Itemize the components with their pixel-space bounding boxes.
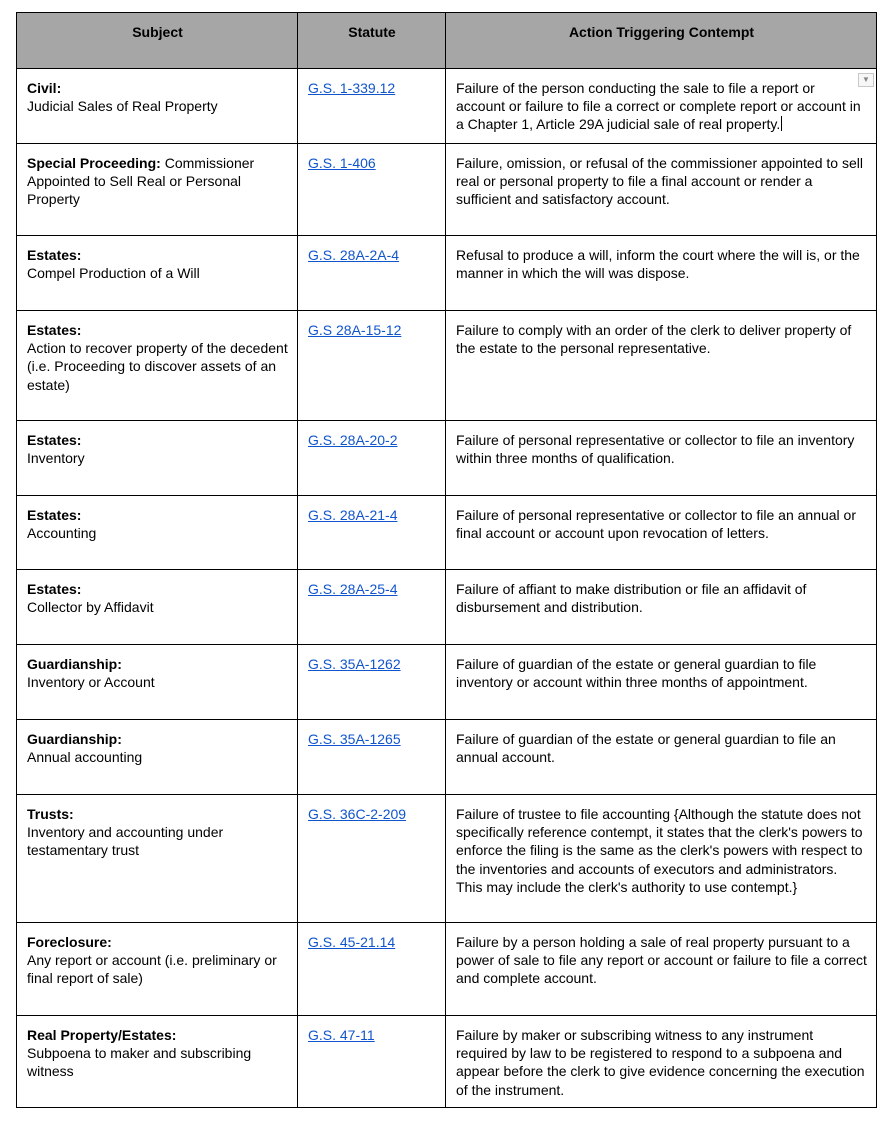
subject-cell[interactable] <box>17 795 298 923</box>
action-text: Failure by a person holding a sale of real property pursuant to a power of sale to file any report or account or failure to file a correct and complete account. <box>456 934 867 987</box>
subject-cell[interactable] <box>17 1016 298 1108</box>
subject-cell[interactable] <box>17 236 298 311</box>
subject-cell[interactable] <box>17 923 298 1016</box>
statute-link[interactable]: G.S. 36C-2-209 <box>308 806 407 822</box>
header-action: Action Triggering Contempt <box>446 13 877 69</box>
action-text: Failure of guardian of the estate or general guardian to file an annual account. <box>456 731 836 766</box>
header-row <box>17 13 877 69</box>
statute-link[interactable]: G.S. 45-21.14 <box>308 934 396 950</box>
chevron-down-icon[interactable]: ▼ <box>858 73 874 87</box>
action-text: Failure of affiant to make distribution or file an affidavit of disbursement and distribution. <box>456 581 807 616</box>
subject-cell[interactable] <box>17 645 298 720</box>
subject-heading: Guardianship: <box>27 731 122 747</box>
table-row <box>17 236 877 311</box>
subject-detail: Inventory <box>27 450 85 467</box>
statute-link[interactable]: G.S. 1-406 <box>308 155 376 171</box>
action-text: Refusal to produce a will, inform the court where the will is, or the manner in which the will was dispose. <box>456 247 860 282</box>
table-row <box>17 421 877 496</box>
statute-cell[interactable] <box>298 1016 446 1108</box>
subject-heading: Estates: <box>27 581 82 597</box>
table-row <box>17 923 877 1016</box>
subject-cell[interactable] <box>17 570 298 645</box>
subject-detail: Commissioner Appointed to Sell Real or Personal Property <box>27 155 255 208</box>
statute-link[interactable]: G.S 28A-15-12 <box>308 322 402 338</box>
action-cell[interactable] <box>446 421 877 496</box>
statute-link[interactable]: G.S. 1-339.12 <box>308 80 396 96</box>
statute-link[interactable]: G.S. 28A-2A-4 <box>308 247 400 263</box>
header-subject: Subject <box>17 13 298 69</box>
action-cell[interactable] <box>446 69 877 144</box>
table-row <box>17 1016 877 1108</box>
action-cell[interactable] <box>446 645 877 720</box>
action-text: Failure of guardian of the estate or general guardian to file inventory or account within three months of appointment. <box>456 656 817 691</box>
subject-detail: Collector by Affidavit <box>27 599 154 616</box>
statute-link[interactable]: G.S. 28A-25-4 <box>308 581 398 597</box>
statute-cell[interactable] <box>298 570 446 645</box>
header-statute: Statute <box>298 13 446 69</box>
subject-detail: Compel Production of a Will <box>27 265 200 282</box>
subject-heading: Real Property/Estates: <box>27 1027 177 1043</box>
table-row <box>17 144 877 236</box>
table-row <box>17 570 877 645</box>
table-row <box>17 496 877 570</box>
subject-cell[interactable] <box>17 144 298 236</box>
statute-link[interactable]: G.S. 35A-1262 <box>308 656 401 672</box>
action-cell[interactable] <box>446 236 877 311</box>
table-row <box>17 720 877 795</box>
action-text: Failure of personal representative or collector to file an annual or final account or account upon revocation of letters. <box>456 507 856 542</box>
table-row <box>17 311 877 421</box>
subject-cell[interactable] <box>17 69 298 144</box>
subject-detail: Accounting <box>27 525 97 542</box>
subject-detail: Inventory and accounting under testamentary trust <box>27 824 224 859</box>
subject-detail: Judicial Sales of Real Property <box>27 98 218 115</box>
statute-cell[interactable] <box>298 69 446 144</box>
action-cell[interactable] <box>446 496 877 570</box>
subject-heading: Special Proceeding: <box>27 155 161 171</box>
subject-cell[interactable] <box>17 720 298 795</box>
action-text: Failure to comply with an order of the clerk to deliver property of the estate to the personal representative. <box>456 322 852 357</box>
subject-heading: Estates: <box>27 322 82 338</box>
text-cursor <box>781 116 782 131</box>
subject-detail: Annual accounting <box>27 749 143 766</box>
subject-heading: Foreclosure: <box>27 934 112 950</box>
table-row <box>17 795 877 923</box>
statute-cell[interactable] <box>298 311 446 421</box>
table-row <box>17 645 877 720</box>
contempt-statute-table <box>16 12 877 1108</box>
subject-cell[interactable] <box>17 496 298 570</box>
subject-heading: Guardianship: <box>27 656 122 672</box>
statute-cell[interactable] <box>298 923 446 1016</box>
statute-cell[interactable] <box>298 421 446 496</box>
subject-cell[interactable] <box>17 311 298 421</box>
statute-cell[interactable] <box>298 236 446 311</box>
table-row <box>17 69 877 144</box>
subject-detail: Inventory or Account <box>27 674 155 691</box>
subject-heading: Estates: <box>27 507 82 523</box>
statute-cell[interactable] <box>298 496 446 570</box>
action-text: Failure of the person conducting the sale to file a report or account or failure to file a correct or complete report or account in a Chapter 1, Article 29A judicial sale of real property. <box>456 80 861 133</box>
action-text: Failure, omission, or refusal of the commissioner appointed to sell real or personal property to file a final account or render a sufficient and satisfactory account. <box>456 155 863 208</box>
subject-detail: Any report or account (i.e. preliminary or final report of sale) <box>27 952 277 987</box>
statute-cell[interactable] <box>298 795 446 923</box>
statute-cell[interactable] <box>298 144 446 236</box>
action-cell[interactable] <box>446 720 877 795</box>
action-cell[interactable] <box>446 311 877 421</box>
action-text: Failure by maker or subscribing witness to any instrument required by law to be registered to respond to a subpoena and appear before the clerk to give evidence concerning the execution of the instrument. <box>456 1027 865 1098</box>
subject-detail: Action to recover property of the decedent (i.e. Proceeding to discover assets of an estate) <box>27 340 288 393</box>
subject-heading: Estates: <box>27 247 82 263</box>
subject-heading: Civil: <box>27 80 62 96</box>
statute-link[interactable]: G.S. 28A-21-4 <box>308 507 398 523</box>
subject-heading: Estates: <box>27 432 82 448</box>
action-cell[interactable] <box>446 795 877 923</box>
statute-cell[interactable] <box>298 645 446 720</box>
subject-heading: Trusts: <box>27 806 74 822</box>
statute-link[interactable]: G.S. 28A-20-2 <box>308 432 398 448</box>
table-body <box>17 69 877 1108</box>
statute-cell[interactable] <box>298 720 446 795</box>
statute-link[interactable]: G.S. 47-11 <box>308 1027 375 1043</box>
action-cell[interactable] <box>446 923 877 1016</box>
statute-link[interactable]: G.S. 35A-1265 <box>308 731 401 747</box>
action-cell[interactable] <box>446 1016 877 1108</box>
action-cell[interactable] <box>446 144 877 236</box>
action-cell[interactable] <box>446 570 877 645</box>
action-text: Failure of personal representative or collector to file an inventory within three months of qualification. <box>456 432 855 467</box>
subject-detail: Subpoena to maker and subscribing witness <box>27 1045 252 1080</box>
action-text: Failure of trustee to file accounting {Although the statute does not specifically reference contempt, it states that the clerk's powers to enforce the filing is the same as the clerk's powers with respect to the inventories and accounts of executors and administrators. This may include the clerk's authority to use contempt.} <box>456 806 863 895</box>
subject-cell[interactable] <box>17 421 298 496</box>
